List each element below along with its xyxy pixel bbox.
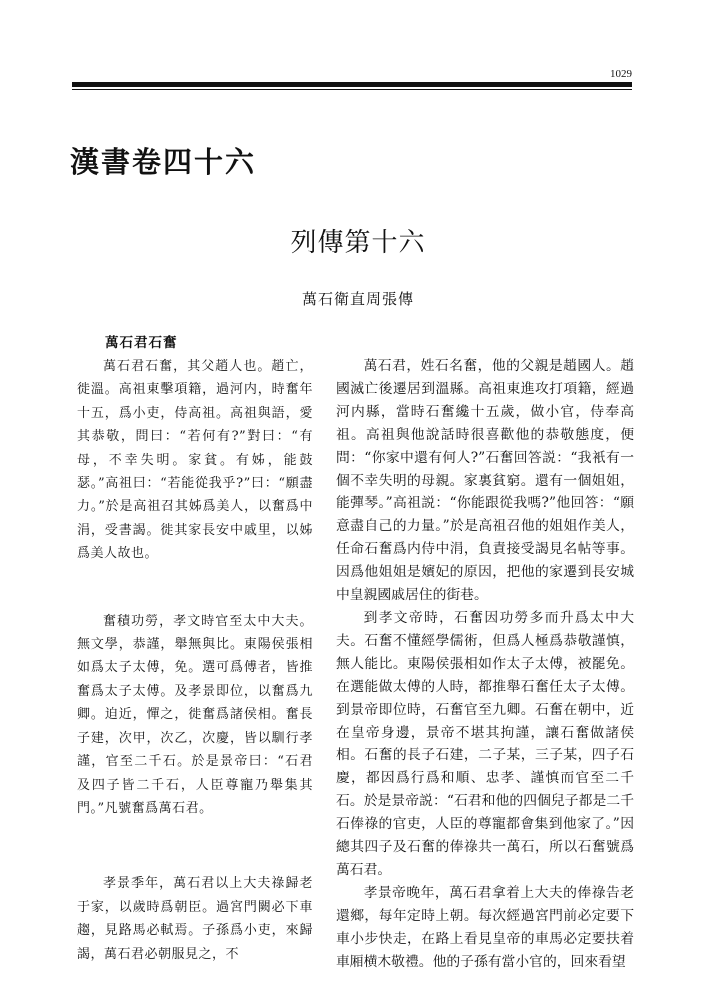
section-heading: 萬石君石奮	[105, 335, 178, 351]
header-rule-thin	[72, 89, 632, 90]
paragraph-gap	[77, 820, 313, 872]
chapter-subtitle: 萬石衛直周張傳	[301, 290, 414, 308]
classical-paragraph: 萬石君石奮，其父趙人也。趙亡，徙溫。高祖東擊項籍，過河内，時奮年十五，爲小吏，侍高祖。高祖與語，愛其恭敬，問曰：“若何有?”對曰：“有母，不幸失明。家貧。有姊，能鼓瑟。”高祖曰：“若能從我乎?”曰：“願盡力。”於是高祖召其姊爲美人，以奮爲中涓，受書謁。徙其家長安中戚里，以姊爲美人故也。	[77, 359, 313, 562]
chapter-title: 列傳第十六	[290, 228, 426, 258]
classical-text-column	[77, 355, 313, 966]
translation-paragraph: 到孝文帝時，石奮因功勞多而升爲太中大夫。石奮不懂經學儒術，但爲人極爲恭敬謹慎，無人能比。東陽侯張相如作太子太傅，被罷免。在選能做太傅的人時，都推舉石奮任太子太傅。到景帝即位時，石奮官至九卿。石奮在朝中，近在皇帝身邊，景帝不堪其拘謹，讓石奮做諸侯相。石奮的長子石建，二子某，三子某，四子石慶，都因爲行爲和順、忠孝、謹慎而官至二千石。於是景帝説：“石君和他的四個兒子都是二千石俸祿的官吏，人臣的尊寵都會集到他家了。”因總其四子及石奮的俸祿共一萬石，所以石奮號爲萬石君。	[336, 609, 634, 878]
translation-paragraph: 孝景帝晚年，萬石君拿着上大夫的俸祿告老還鄉，每年定時上朝。每次經過宮門前必定要下車小步快走，在路上看見皇帝的車馬必定要扶着車厢横木敬禮。他的子孫有當小官的，回來看望	[336, 884, 634, 970]
header-rule-thick	[72, 82, 632, 87]
book-title: 漢書卷四十六	[70, 145, 257, 179]
classical-paragraph: 孝景季年，萬石君以上大夫祿歸老于家，以歲時爲朝臣。過宮門闕必下車趨，見路馬必軾焉。子孫爲小吏，來歸謁，萬石君必朝服見之，不	[77, 876, 313, 962]
paragraph-gap	[77, 566, 313, 610]
classical-paragraph: 奮積功勞，孝文時官至太中大夫。無文學，恭謹，舉無與比。東陽侯張相如爲太子太傅，免。選可爲傅者，皆推奮爲太子太傅。及孝景即位，以奮爲九卿。迫近，憚之，徙奮爲諸侯相。奮長子建，次甲，次乙，次慶，皆以馴行孝謹，官至二千石。於是景帝曰：“石君及四子皆二千石，人臣尊寵乃舉集其門。”凡號奮爲萬石君。	[77, 613, 313, 816]
translation-paragraph: 萬石君，姓石名奮，他的父親是趙國人。趙國滅亡後遷居到溫縣。高祖東進攻打項籍，經過河内縣，當時石奮纔十五歲，做小官，侍奉高祖。高祖與他說話時很喜歡他的恭敬態度，便問：“你家中還有何人?”石奮回答説：“我衹有一個不幸失明的母親。家裏貧窮。還有一個姐姐，能彈琴。”高祖説：“你能跟從我嗎?”他回答：“願意盡自己的力量。”於是高祖召他的姐姐作美人，任命石奮爲内侍中涓，負責接受謁見名帖等事。因爲他姐姐是嬪妃的原因，把他的家遷到長安城中皇親國戚居住的街巷。	[336, 358, 634, 604]
translation-text-column	[336, 355, 634, 973]
page-number: 1029	[610, 68, 632, 80]
